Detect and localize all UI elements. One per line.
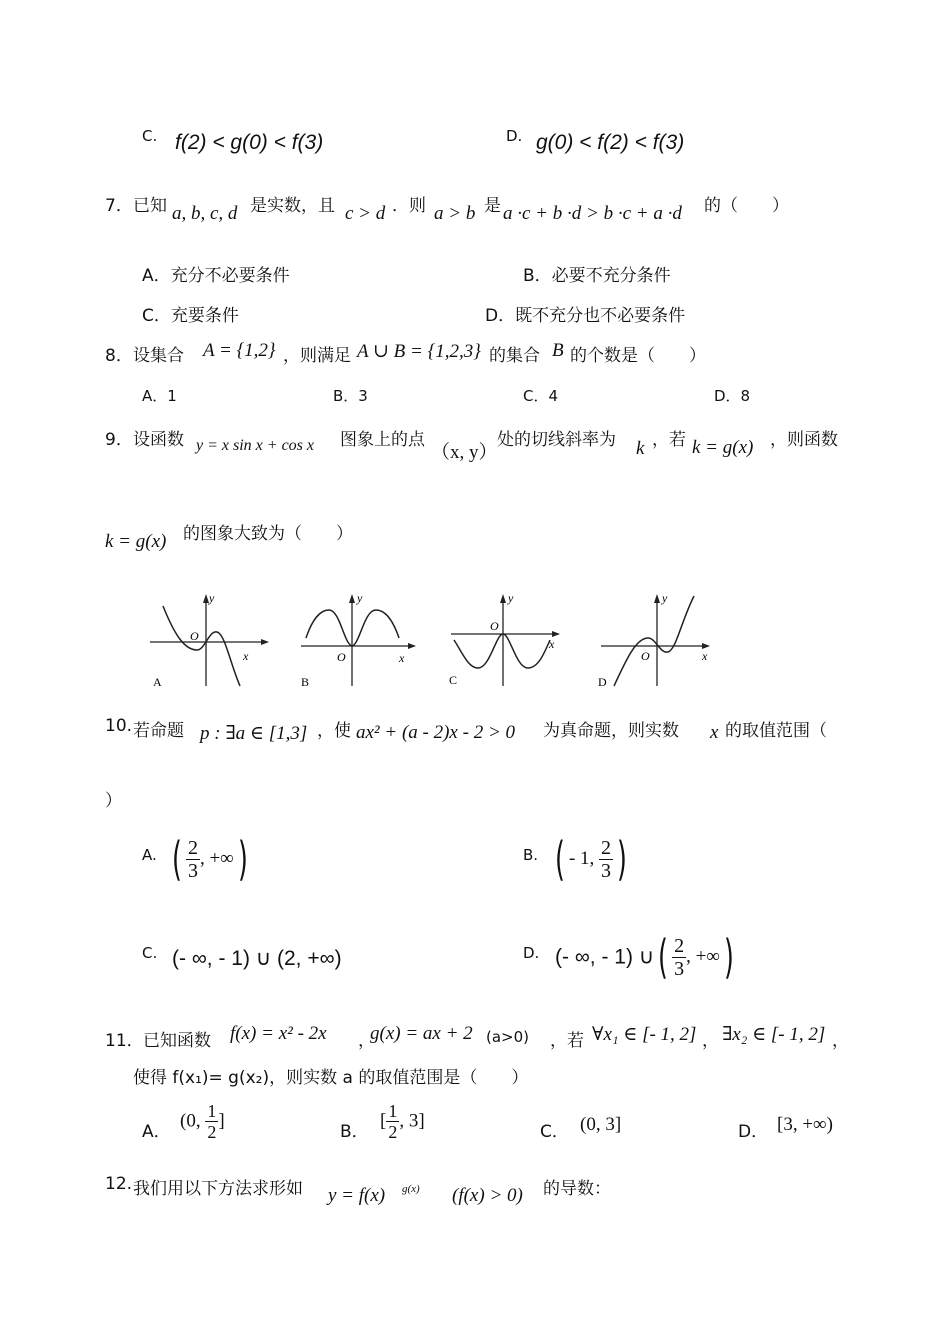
q10-d-rest: , +∞ — [686, 946, 720, 967]
q9-math-2: （x, y） — [431, 442, 498, 463]
q10-b-den: 3 — [601, 859, 612, 882]
q11-option-a — [180, 1102, 225, 1141]
q8-math-2: A ∪ B = {1,2,3} — [357, 341, 481, 362]
q11-number: 11． — [105, 1031, 144, 1051]
q7-option-c: C．充要条件 — [142, 306, 239, 326]
q11-math-2: g(x) = ax + 2 — [370, 1023, 473, 1044]
q10-option-a-label: A. — [142, 846, 157, 864]
q11-option-d: [3, +∞) — [777, 1114, 833, 1135]
q10-math-1: p : ∃a ∈ [1,3] — [200, 723, 308, 744]
q12-text-1: 我们用以下方法求形如 — [133, 1179, 303, 1199]
graph-c-x-label: x — [549, 637, 555, 651]
q10-b-num: 2 — [601, 836, 612, 859]
q10-number: 10. — [105, 716, 133, 736]
q11-option-d-label: D． — [738, 1122, 769, 1142]
graph-b-letter: B — [301, 675, 310, 689]
q9-math-1: y = x sin x + cos x — [196, 437, 314, 454]
q10-math-2: ax² + (a - 2)x - 2 > 0 — [356, 722, 516, 743]
q10-option-c: (- ∞, - 1) ∪ (2, +∞) — [172, 947, 342, 970]
q12-number: 12. — [105, 1174, 133, 1194]
graph-b-origin-label: O — [337, 650, 346, 664]
q9-text-2: 图象上的点 — [340, 430, 425, 450]
q9-math-4: k = g(x) — [692, 437, 754, 458]
q11-text-2: ， — [358, 1031, 375, 1051]
q8-text-4: 的个数是（ ） — [570, 346, 706, 366]
q11-option-a-label: A． — [142, 1122, 171, 1142]
q7-text-5: 的（ ） — [704, 196, 789, 216]
q8-text-3: 的集合 — [489, 346, 540, 366]
q7-math-2: c > d — [345, 203, 386, 224]
q8-option-d: D．8 — [714, 387, 751, 405]
graph-a-y-label: y — [209, 591, 215, 605]
q11-text-5: ， — [702, 1031, 719, 1051]
graph-d-y-arrow-icon — [654, 594, 660, 603]
q10-b-pre: - 1, — [568, 848, 600, 869]
q10-option-c-label: C. — [142, 944, 158, 962]
q11-math-4: ∃x₂ ∈ [- 1, 2] — [722, 1024, 826, 1045]
q6-option-d-expr: g(0) < f(2) < f(3) — [536, 131, 685, 154]
q7-math-3: a > b — [434, 203, 476, 224]
q10-option-d: (- ∞, - 1) ∪( $\frac{2}{3}$ , +∞) — [555, 930, 734, 984]
graph-c-origin-label: O — [490, 619, 499, 633]
q6-option-c-label: C. — [142, 127, 158, 145]
q7-text-3: ．则 — [392, 196, 426, 216]
q10-text-5: ） — [105, 791, 122, 811]
q9-graph-a — [145, 588, 275, 688]
q8-math-3: B — [552, 340, 564, 361]
q11-a-den: 2 — [207, 1122, 217, 1142]
graph-b-x-arrow-icon — [408, 643, 416, 649]
q9-graph-d — [596, 588, 726, 688]
q8-option-b: B．3 — [333, 387, 368, 405]
q11-line-2: 使得 f(x₁)= g(x₂)，则实数 a 的取值范围是（ ） — [133, 1068, 529, 1088]
q10-d-den: 3 — [674, 957, 685, 980]
q11-math-1: f(x) = x² - 2x — [230, 1023, 327, 1044]
graph-a-origin-label: O — [190, 629, 199, 643]
q10-text-1: 若命题 — [133, 721, 184, 741]
q7-number: 7． — [105, 196, 133, 216]
q10-math-3: x — [710, 722, 719, 743]
q11-a-pre: (0, — [180, 1110, 206, 1132]
graph-c-y-label: y — [508, 591, 514, 605]
q11-b-num: 1 — [388, 1101, 398, 1121]
graph-a-x-arrow-icon — [261, 639, 269, 645]
q7-math-4: a ·c + b ·d > b ·c + a ·d — [503, 203, 682, 224]
q7-option-d: D．既不充分也不必要条件 — [485, 306, 686, 326]
q9-graph-c — [446, 588, 576, 688]
q10-d-num: 2 — [674, 934, 685, 957]
q9-text-3: 处的切线斜率为 — [497, 430, 616, 450]
q9-number: 9． — [105, 430, 133, 450]
graph-d-x-label: x — [702, 649, 708, 663]
q9-math-5: k = g(x) — [105, 531, 167, 552]
q7-math-1: a, b, c, d — [172, 203, 238, 224]
q11-b-pre: [ — [380, 1110, 387, 1132]
q12-math-2: (f(x) > 0) — [452, 1185, 523, 1206]
q7-text-4: 是 — [484, 196, 501, 216]
q8-text-2: ，则满足 — [283, 346, 351, 366]
q7-option-a: A．充分不必要条件 — [142, 266, 290, 286]
q7-text-2: 是实数，且 — [250, 196, 335, 216]
q10-a-rest: , +∞ — [199, 848, 234, 869]
q10-text-4: 的取值范围（ — [725, 721, 827, 741]
graph-d-origin-label: O — [641, 649, 650, 663]
q11-text-6: ， — [832, 1031, 849, 1051]
graph-b-x-label: x — [399, 651, 405, 665]
q11-b-post: , 3] — [399, 1110, 425, 1132]
q11-text-3: (a>0) — [486, 1028, 530, 1046]
graph-a-letter: A — [153, 675, 162, 689]
graph-d-letter: D — [598, 675, 607, 689]
graph-c-y-arrow-icon — [500, 594, 506, 603]
q11-a-post: ] — [218, 1110, 225, 1132]
q10-option-b-label: B. — [523, 846, 539, 864]
graph-c-letter: C — [449, 673, 458, 687]
q6-option-c-expr: f(2) < g(0) < f(3) — [175, 131, 324, 154]
q10-text-3: 为真命题，则实数 — [543, 721, 679, 741]
q11-text-1: 已知函数 — [143, 1031, 211, 1051]
q11-a-num: 1 — [207, 1101, 217, 1121]
q11-text-4: ，若 — [550, 1031, 584, 1051]
q9-text-1: 设函数 — [133, 430, 184, 450]
q11-option-b — [380, 1102, 425, 1141]
q11-option-b-label: B． — [340, 1122, 369, 1142]
q12-math-sup: g(x) — [402, 1183, 420, 1195]
q10-option-d-label: D. — [523, 944, 540, 962]
graph-d-curve — [614, 596, 694, 686]
q11-math-3: ∀x₁ ∈ [- 1, 2] — [592, 1024, 697, 1045]
q9-text-4: ，若 — [652, 430, 686, 450]
graph-b-y-arrow-icon — [349, 594, 355, 603]
graph-a-x-label: x — [243, 649, 249, 663]
graph-a-curve — [163, 606, 240, 686]
q8-number: 8． — [105, 346, 133, 366]
q7-text-1: 已知 — [133, 196, 167, 216]
q12-math-1: y = f(x) — [328, 1185, 386, 1206]
graph-d-y-label: y — [662, 591, 668, 605]
q8-option-a: A．1 — [142, 387, 177, 405]
q10-a-num: 2 — [187, 836, 198, 859]
q11-option-c: (0, 3] — [580, 1114, 622, 1135]
q6-option-d-label: D. — [506, 127, 523, 145]
q8-option-c: C．4 — [523, 387, 559, 405]
q10-option-b: ( - 1, $\frac{2}{3}$ ) — [555, 832, 627, 886]
q11-b-den: 2 — [388, 1122, 398, 1142]
graph-c-curve — [454, 634, 550, 668]
q9-text-6: 的图象大致为（ ） — [183, 524, 353, 544]
q9-math-3: k — [636, 438, 645, 459]
q12-text-2: 的导数： — [543, 1179, 611, 1199]
q7-option-b: B．必要不充分条件 — [523, 266, 671, 286]
graph-b-y-label: y — [357, 591, 363, 605]
q10-option-a: ( $\frac{2}{3}$ , +∞) — [172, 832, 248, 886]
q10-d-pre: (- ∞, - 1) ∪ — [555, 945, 655, 969]
q8-math-1: A = {1,2} — [203, 340, 276, 361]
q10-text-2: ，使 — [317, 721, 351, 741]
q8-text-1: 设集合 — [133, 346, 184, 366]
q11-option-c-label: C． — [540, 1122, 569, 1142]
q9-graph-b — [296, 588, 426, 688]
q9-text-5: ，则函数 — [770, 430, 838, 450]
q10-a-den: 3 — [187, 859, 198, 882]
